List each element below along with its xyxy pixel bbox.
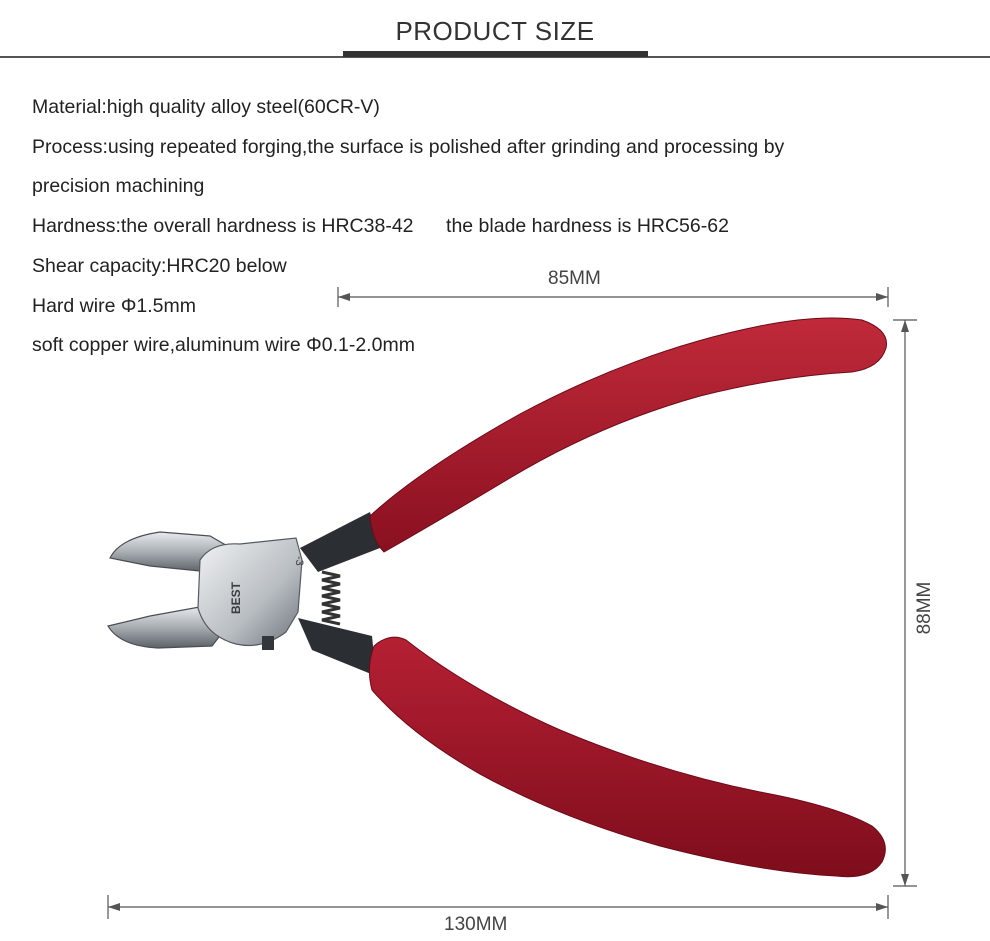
spec-soft-wire: soft copper wire,aluminum wire Φ0.1-2.0mm	[32, 334, 415, 357]
spec-hard-wire: Hard wire Φ1.5mm	[32, 294, 197, 317]
model-mark: -3	[293, 556, 305, 566]
lower-handle-grip	[369, 637, 885, 877]
spec-shear-capacity: Shear capacity:HRC20 below	[32, 254, 287, 277]
spec-hardness: Hardness:the overall hardness is HRC38-42 the blade hardness is HRC56-62	[32, 215, 729, 238]
spec-process: Process:using repeated forging,the surface is polished after grinding and processing by	[32, 135, 785, 158]
lower-shank	[298, 618, 376, 676]
spec-process-continued: precision machining	[32, 175, 205, 198]
pivot-head	[198, 538, 302, 646]
brand-mark: BEST	[229, 581, 243, 614]
section-title: PRODUCT SIZE	[395, 16, 595, 46]
upper-shank	[300, 512, 380, 572]
dimension-85mm-label: 85MM	[548, 268, 601, 289]
spring-icon	[322, 572, 340, 624]
dimension-88mm-label: 88MM	[914, 581, 935, 635]
upper-handle-grip	[370, 318, 887, 552]
pliers-icon	[108, 318, 887, 877]
spec-material: Material:high quality alloy steel(60CR-V)	[32, 96, 380, 118]
dimension-85mm	[338, 287, 888, 307]
dimension-130mm-label: 130MM	[444, 914, 508, 935]
